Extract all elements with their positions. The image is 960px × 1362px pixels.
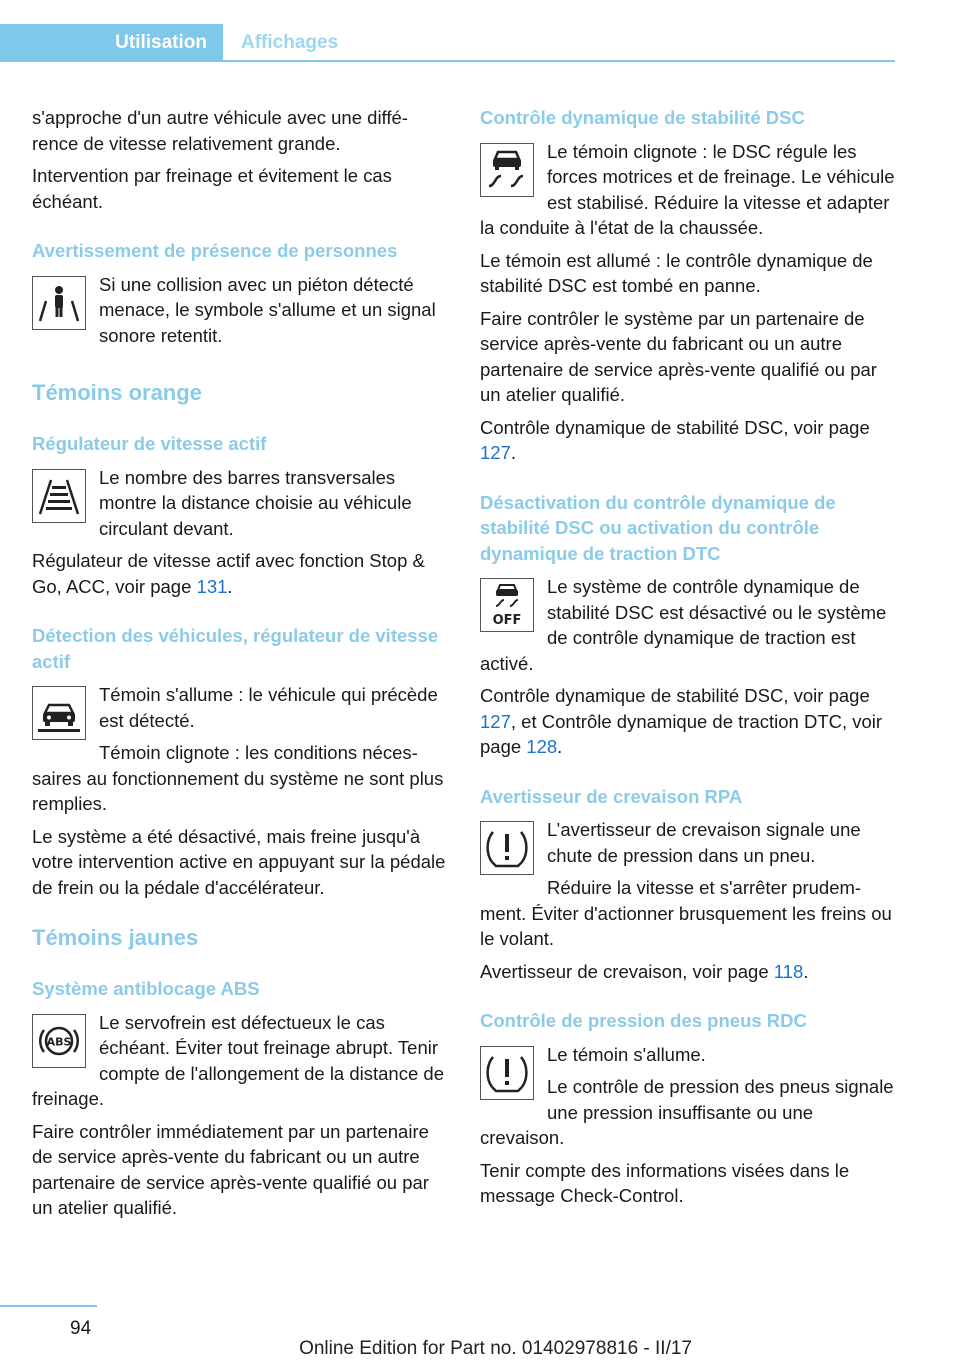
edition-note: Online Edition for Part no. 01402978816 - II/17 xyxy=(299,1338,692,1359)
paragraph: Le système a été désactivé, mais freine jusqu'à votre intervention active en appuyant sur la pédale de frein ou la pédale d'accélérateur. xyxy=(32,825,446,898)
paragraph: Faire contrôler le système par un partenaire de service après-vente du fabricant ou un autre partenaire de service après-vente qualifié ou par un atelier qualifié. xyxy=(480,307,877,405)
section-heading: Avertissement de présence de personnes xyxy=(32,240,398,261)
section-heading: Désactivation du contrôle dynamique de stabilité DSC ou activation du contrôle dynamique de traction DTC xyxy=(480,491,836,564)
header-rule xyxy=(0,60,895,62)
tire-pressure-icon xyxy=(480,1046,534,1100)
paragraph: Le servofrein est défectueux le cas échéant. Éviter tout freinage abrupt. Tenir compte de l'allongement de la distance de freinage. xyxy=(32,1011,444,1109)
dsc-off-icon xyxy=(480,578,534,632)
paragraph: Le témoin s'allume. xyxy=(547,1043,706,1065)
paragraph: Si une collision avec un piéton détecté menace, le symbole s'allume et un signal sonore retentit. xyxy=(99,273,436,346)
page-link[interactable]: 118 xyxy=(773,960,804,982)
paragraph: Le contrôle de pression des pneus signale une pression insuffisante ou une crevaison. xyxy=(480,1076,894,1148)
paragraph: Le nombre des barres transversales montre la distance choisie au véhicule circulant devant. xyxy=(99,466,412,539)
tire-pressure-icon xyxy=(480,821,534,875)
section-heading: Avertisseur de crevaison RPA xyxy=(480,785,743,807)
pedestrian-warning-icon xyxy=(32,276,86,330)
section-heading: Système antiblocage ABS xyxy=(32,978,260,999)
section-heading: Contrôle de pression des pneus RDC xyxy=(480,1010,807,1031)
paragraph: L’avertisseur de crevaison signale une chute de pression dans un pneu. xyxy=(547,819,861,866)
section-heading: Contrôle dynamique de stabilité DSC xyxy=(480,107,805,128)
dsc-icon xyxy=(480,143,534,197)
right-column xyxy=(480,100,896,1216)
section-heading: Détection des véhicules, régulateur de vitesse actif xyxy=(32,625,439,672)
page-link[interactable]: 128 xyxy=(526,736,558,757)
paragraph: Faire contrôler immédiatement par un partenaire de service après-vente du fabricant ou un autre partenaire de service après-vente qualifié ou par un atelier qualifié. xyxy=(32,1120,429,1218)
paragraph: Témoin clignote : les conditions nécessaires au fonctionnement du système ne sont plus remplies. xyxy=(32,742,444,814)
paragraph: Le témoin clignote : le DSC régule les forces motrices et de freinage. Le véhicule est stabilisé. Réduire la vitesse et adapter la conduite à l'état de la chaussée. xyxy=(480,140,895,238)
page-number: 94 xyxy=(70,1318,92,1339)
chapter-heading: Témoins jaunes xyxy=(32,925,199,950)
section-heading: Régulateur de vitesse actif xyxy=(32,433,267,454)
cross-reference: Contrôle dynamique de stabilité DSC, voir page 127. xyxy=(480,416,870,463)
footer-rule xyxy=(0,1305,97,1307)
paragraph: Intervention par freinage et évitement le cas échéant. xyxy=(32,165,392,212)
page-link[interactable]: 127 xyxy=(480,442,511,463)
vehicle-detected-icon xyxy=(32,686,86,740)
cross-reference: Régulateur de vitesse actif avec fonction Stop & Go, ACC, voir page 131. xyxy=(32,550,425,597)
cross-reference: Contrôle dynamique de stabilité DSC, voir page 127, et Contrôle dynamique de traction DTC, voir page 128. xyxy=(480,685,883,757)
chapter-tabbar xyxy=(0,24,895,62)
paragraph: Le système de contrôle dynamique de stabilité DSC est désactivé ou le système de contrôle dynamique de traction est activé. xyxy=(480,576,887,674)
page-link[interactable]: 131 xyxy=(196,575,228,597)
paragraph: Tenir compte des informations visées dans le message Check-Control. xyxy=(480,1159,850,1206)
cross-reference: Avertisseur de crevaison, voir page 118. xyxy=(480,960,809,982)
paragraph: s'approche d'un autre véhicule avec une différence de vitesse relativement grande. xyxy=(32,107,408,154)
paragraph: Le témoin est allumé : le contrôle dynamique de stabilité DSC est tombé en panne. xyxy=(480,249,873,296)
tab-affichages[interactable]: Affichages xyxy=(241,32,339,53)
chapter-heading: Témoins orange xyxy=(32,380,202,405)
svg-text:ABS: ABS xyxy=(46,1035,72,1048)
page-link[interactable]: 127 xyxy=(480,710,511,732)
off-label: OFF xyxy=(492,613,522,628)
left-column xyxy=(32,100,448,1228)
distance-bars-icon xyxy=(32,469,86,523)
tab-utilisation[interactable]: Utilisation xyxy=(0,24,223,61)
paragraph: Témoin s'allume : le véhicule qui précède est détecté. xyxy=(99,684,438,731)
abs-icon xyxy=(32,1014,86,1068)
paragraph: Réduire la vitesse et s'arrêter prudemment. Éviter d'actionner brusquement les freins ou le volant. xyxy=(480,877,892,949)
